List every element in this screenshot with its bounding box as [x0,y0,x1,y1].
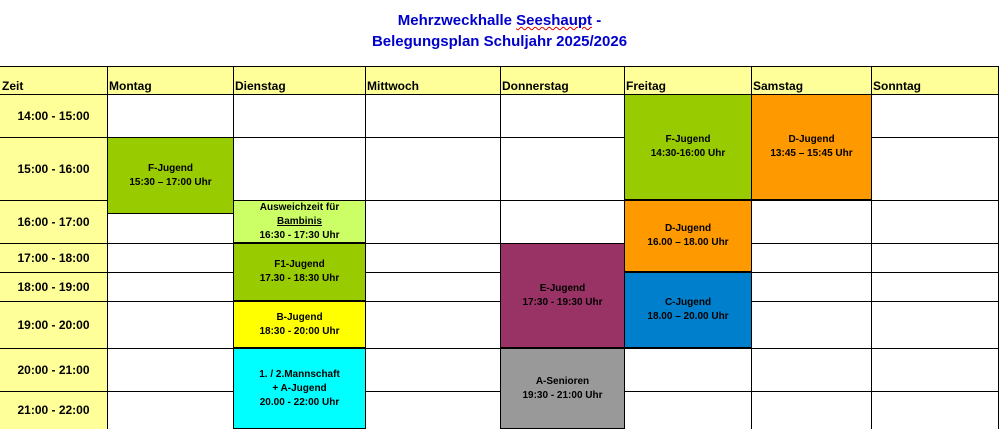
event-name: F-Jugend [148,162,193,174]
event-tue-b-jugend[interactable] [233,301,366,348]
event-time: 18:30 - 20:00 Uhr [259,325,340,337]
event-tue-bambinis[interactable] [233,200,366,243]
time-slot: 18:00 - 19:00 [0,272,107,301]
event-name: D-Jugend [664,223,712,234]
title-suffix: - [592,12,602,29]
header-montag: Montag [107,66,233,94]
event-fri-d-jugend[interactable] [624,200,752,272]
event-time: 16.00 – 18.00 Uhr [647,237,729,248]
grid-line [107,66,108,429]
event-sat-d-jugend[interactable] [751,94,872,200]
header-donnerstag: Donnerstag [500,66,624,94]
time-slot: 19:00 - 20:00 [0,301,107,348]
time-slot: 15:00 - 16:00 [0,137,107,200]
event-time: 14:30-16:00 Uhr [650,148,726,159]
event-time: 20.00 - 22:00 Uhr [259,396,340,408]
event-fri-c-jugend[interactable] [624,272,752,348]
event-thu-e-jugend[interactable] [500,243,625,348]
event-line1: 1. / 2.Mannschaft [259,368,340,380]
event-thu-a-senioren[interactable] [500,348,625,429]
title-prefix: Mehrzweckhalle [397,12,517,29]
event-line2: Bambinis [276,215,322,227]
event-name: F-Jugend [665,134,711,145]
event-fri-f-jugend[interactable] [624,94,752,200]
event-name: F1-Jugend [274,259,325,270]
event-mon-f-jugend[interactable] [107,137,234,214]
event-time: 13:45 – 15:45 Uhr [770,148,853,159]
event-name: D-Jugend [788,134,835,145]
event-name: E-Jugend [539,282,586,294]
event-time: 18.00 – 20.00 Uhr [647,311,729,322]
time-slot: 16:00 - 17:00 [0,200,107,243]
event-tue-mannschaft[interactable] [233,348,366,429]
page-title-line2: Belegungsplan Schuljahr 2025/2026 [371,33,628,50]
header-mittwoch: Mittwoch [365,66,500,94]
event-time: 17.30 - 18:30 Uhr [259,273,340,284]
event-time: 19:30 - 21:00 Uhr [522,389,603,401]
time-slot: 21:00 - 22:00 [0,391,107,429]
event-name: A-Senioren [535,375,590,387]
event-name: C-Jugend [664,297,712,308]
event-line1: Ausweichzeit für [259,201,340,213]
time-slot: 20:00 - 21:00 [0,348,107,391]
event-time: 16:30 - 17:30 Uhr [259,229,340,241]
page-title-line1 [0,12,999,29]
event-tue-f1-jugend[interactable] [233,243,366,301]
header-zeit: Zeit [0,66,107,94]
event-time: 15:30 – 17:00 Uhr [129,176,212,188]
event-time: 17:30 - 19:30 Uhr [522,296,603,308]
title-place: Seeshaupt [516,12,593,29]
event-line2: + A-Jugend [272,382,327,394]
header-dienstag: Dienstag [233,66,365,94]
header-samstag: Samstag [751,66,871,94]
time-slot: 17:00 - 18:00 [0,243,107,272]
event-name: B-Jugend [276,311,323,323]
header-freitag: Freitag [624,66,751,94]
time-slot: 14:00 - 15:00 [0,94,107,137]
header-sonntag: Sonntag [871,66,999,94]
